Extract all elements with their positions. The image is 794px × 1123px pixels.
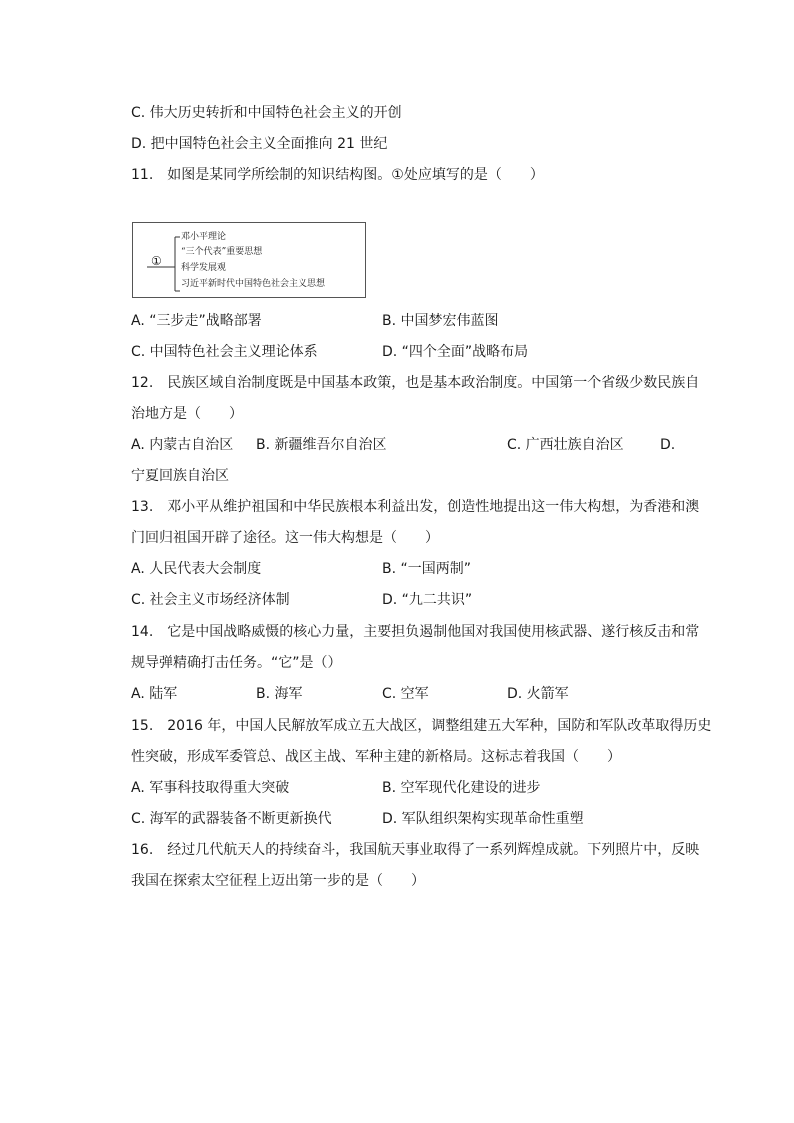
q10-option-d: D. 把中国特色社会主义全面推向 21 世纪 <box>131 136 388 152</box>
q15-option-d: D. 军队组织架构实现革命性重塑 <box>382 811 584 827</box>
q14-option-d: D. 火箭军 <box>507 686 569 702</box>
q12-option-d-text: 宁夏回族自治区 <box>131 468 229 484</box>
q14-stem-line1: 14. 它是中国战略威慑的核心力量，主要担负遏制他国对我国使用核武器、遂行核反击和常 <box>131 624 700 640</box>
q16-stem-line1: 16. 经过几代航天人的持续奋斗，我国航天事业取得了一系列辉煌成就。下列照片中，反映 <box>131 842 700 858</box>
q14-option-a: A. 陆军 <box>131 686 178 702</box>
q16-stem-line2: 我国在探索太空征程上迈出第一步的是（ ） <box>131 873 425 889</box>
q15-option-b: B. 空军现代化建设的进步 <box>382 780 541 796</box>
q13-stem-line1: 13. 邓小平从维护祖国和中华民族根本利益出发，创造性地提出这一伟大构想，为香港和澳 <box>131 499 700 515</box>
knowledge-structure-diagram <box>132 222 366 298</box>
q14-option-b: B. 海军 <box>256 686 303 702</box>
diagram-item: 科学发展观 <box>181 263 227 273</box>
q11-option-c: C. 中国特色社会主义理论体系 <box>131 344 318 360</box>
q11-option-b: B. 中国梦宏伟蓝图 <box>382 313 499 329</box>
diagram-item: 习近平新时代中国特色社会主义思想 <box>181 279 326 289</box>
q12-option-d-label: D. <box>660 437 676 453</box>
diagram-item: “三个代表”重要思想 <box>181 247 263 257</box>
q15-stem-line1: 15. 2016 年，中国人民解放军成立五大战区，调整组建五大军种，国防和军队改革取得历史 <box>131 718 712 734</box>
q13-option-b: B. “一国两制” <box>382 561 472 577</box>
q14-stem-line2: 规导弹精确打击任务。“它”是（） <box>131 655 342 671</box>
q14-option-c: C. 空军 <box>382 686 429 702</box>
q12-stem-line1: 12. 民族区域自治制度既是中国基本政策，也是基本政治制度。中国第一个省级少数民族自 <box>131 375 700 391</box>
q13-stem-line2: 门回归祖国开辟了途径。这一伟大构想是（ ） <box>131 530 439 546</box>
q15-option-c: C. 海军的武器装备不断更新换代 <box>131 811 332 827</box>
diagram-item: 邓小平理论 <box>181 232 227 242</box>
q13-option-d: D. “九二共识” <box>382 592 473 608</box>
q15-option-a: A. 军事科技取得重大突破 <box>131 780 290 796</box>
q12-option-b: B. 新疆维吾尔自治区 <box>256 437 387 453</box>
q12-option-a: A. 内蒙古自治区 <box>131 437 234 453</box>
q13-option-c: C. 社会主义市场经济体制 <box>131 592 290 608</box>
q15-stem-line2: 性突破，形成军委管总、战区主战、军种主建的新格局。这标志着我国（ ） <box>131 749 621 765</box>
q11-option-a: A. “三步走”战略部署 <box>131 313 262 329</box>
q12-option-c: C. 广西壮族自治区 <box>507 437 624 453</box>
q10-option-c: C. 伟大历史转折和中国特色社会主义的开创 <box>131 105 402 121</box>
q13-option-a: A. 人民代表大会制度 <box>131 561 262 577</box>
q12-stem-line2: 治地方是（ ） <box>131 406 243 422</box>
q11-option-d: D. “四个全面”战略布局 <box>382 344 529 360</box>
diagram-marker: ① <box>151 254 162 268</box>
q11-stem: 11. 如图是某同学所绘制的知识结构图。①处应填写的是（ ） <box>131 167 544 183</box>
